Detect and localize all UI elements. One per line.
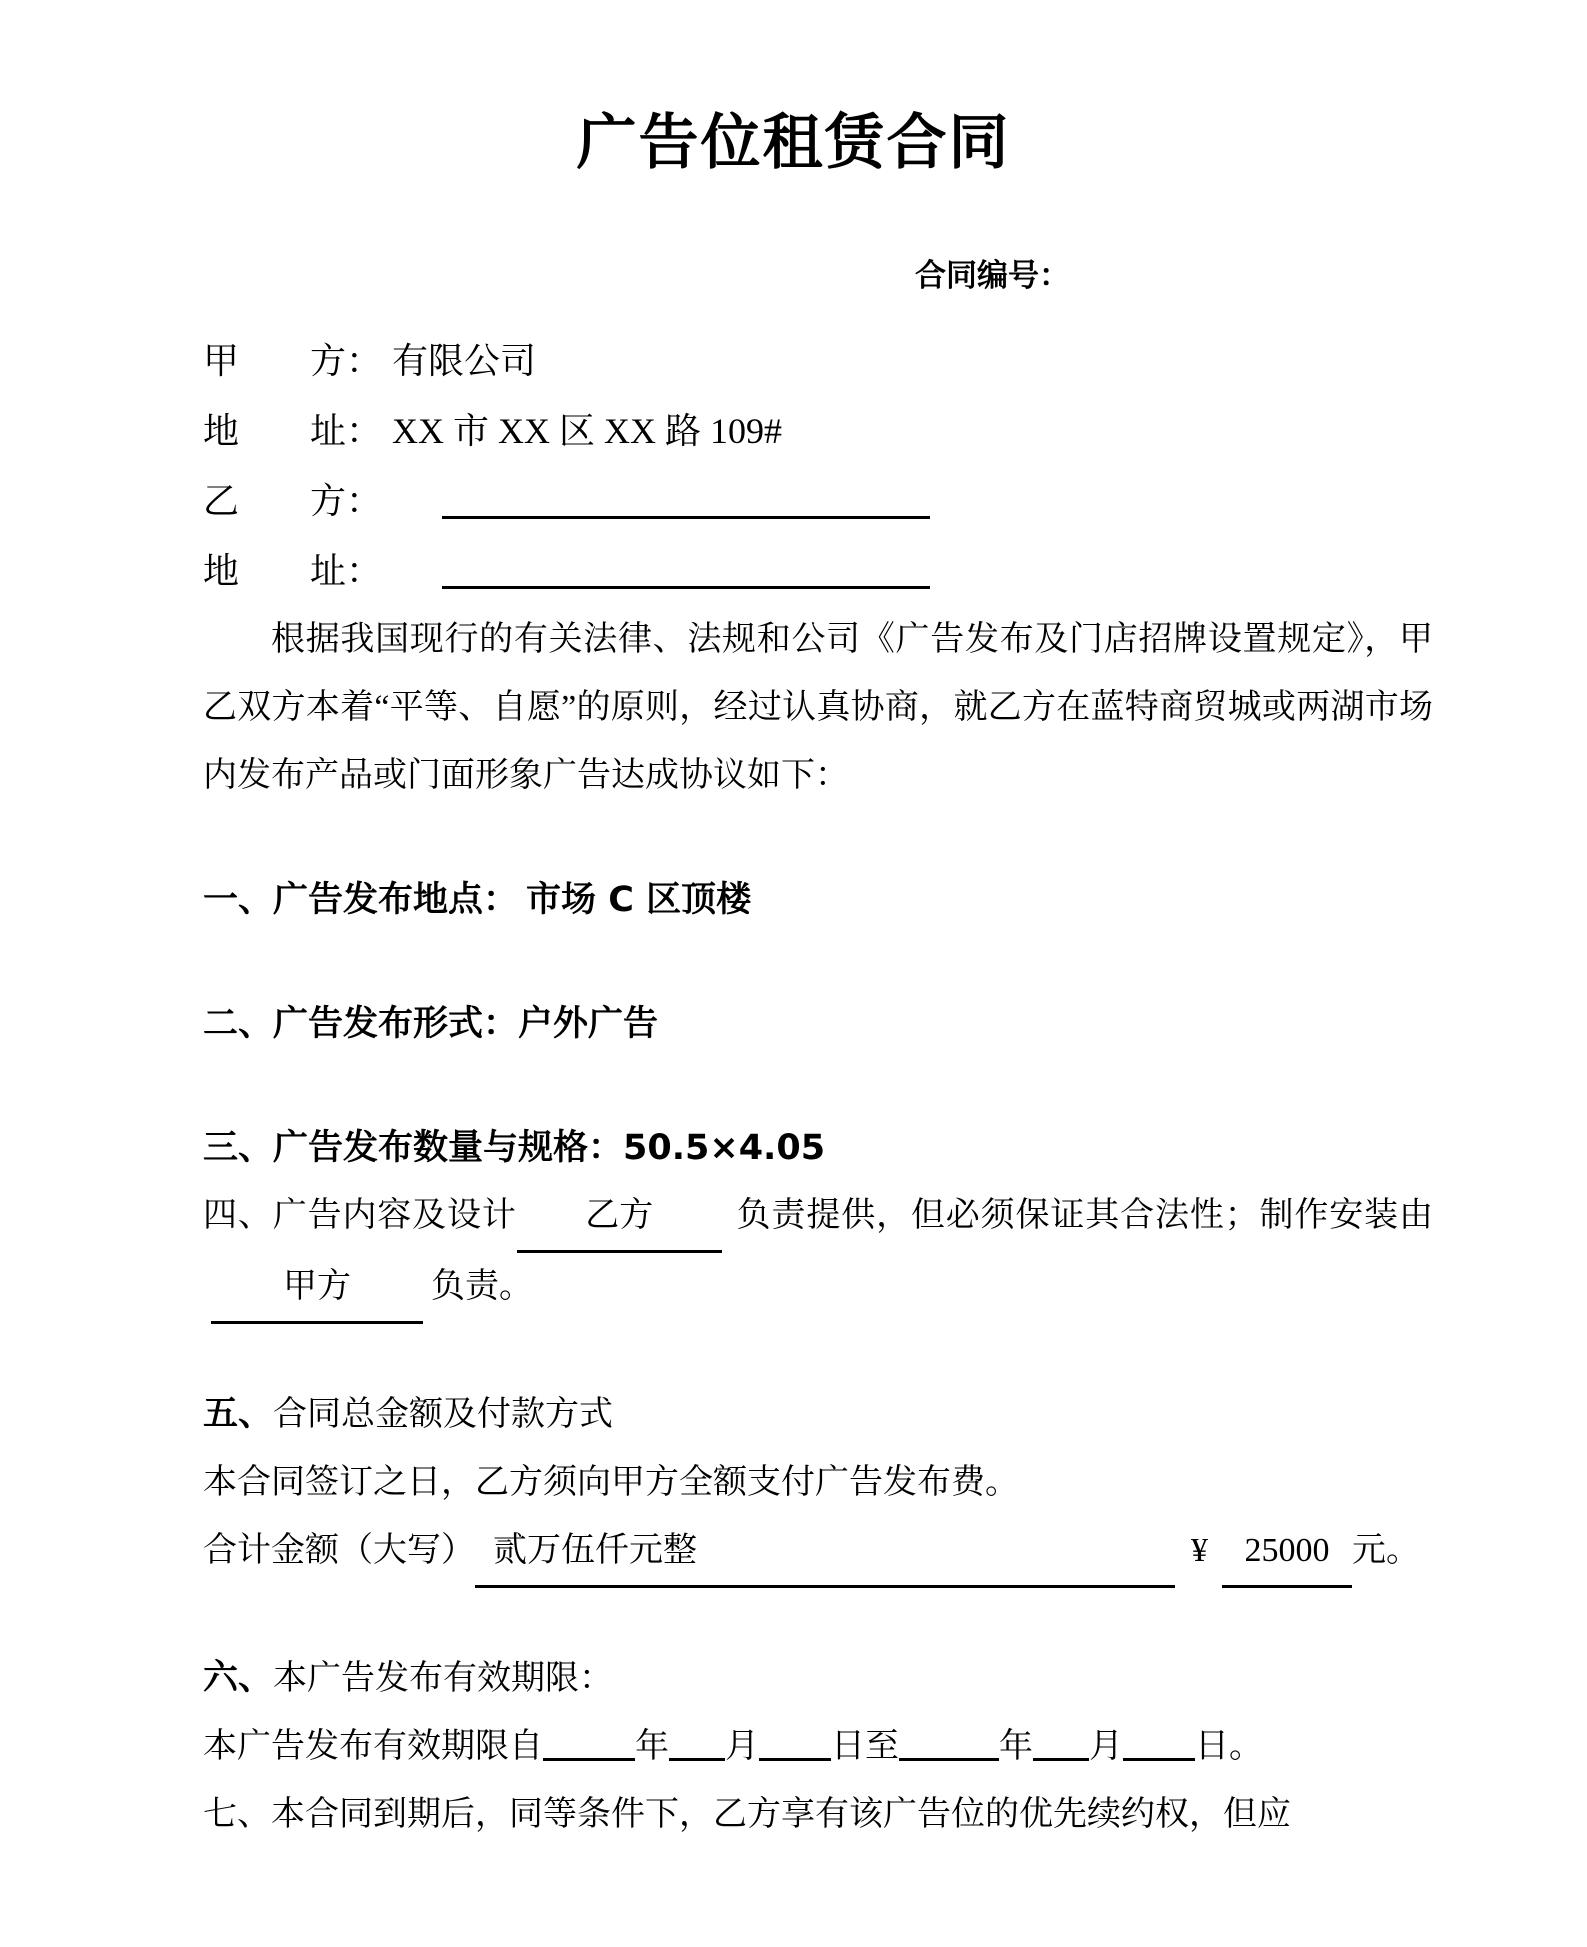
blank-end-month bbox=[1033, 1724, 1089, 1761]
party-row-yifang-address bbox=[203, 536, 1433, 606]
section-4-middle: 负责提供，但必须保证其合法性；制作安装由 bbox=[735, 1197, 1434, 1234]
party-name: 方： bbox=[310, 481, 383, 521]
contract-number-label: 合同编号： bbox=[915, 258, 1070, 293]
date-line-prefix: 本广告发布有效期限自 bbox=[203, 1728, 543, 1765]
party-name: 方： bbox=[310, 341, 383, 381]
section-7-paragraph: 七、本合同到期后，同等条件下，乙方享有该广告位的优先续约权，但应 bbox=[203, 1796, 1291, 1833]
party-name: 址： bbox=[310, 411, 383, 451]
section-6-date-line bbox=[203, 1713, 1433, 1781]
party-label: 地 bbox=[203, 551, 240, 591]
section-2-value: 户外广告 bbox=[518, 1004, 659, 1044]
section-5-heading bbox=[203, 1380, 1433, 1449]
party-row-jiafang-address bbox=[203, 396, 1433, 466]
section-6-title: 本广告发布有效期限： bbox=[273, 1660, 614, 1697]
blank-start-day bbox=[759, 1724, 831, 1761]
party-row-yifang bbox=[203, 466, 1433, 536]
section-5-number: 五、 bbox=[203, 1394, 274, 1434]
section-3-heading bbox=[203, 1114, 1433, 1182]
party-value: XX 市 XX 区 XX 路 109# bbox=[392, 411, 783, 451]
party-name: 址： bbox=[310, 551, 383, 591]
party-label: 地 bbox=[203, 411, 240, 451]
blank-end-day bbox=[1123, 1724, 1195, 1761]
end-year-label: 年 bbox=[999, 1728, 1033, 1765]
section-4-paragraph bbox=[203, 1182, 1433, 1324]
section-1-heading bbox=[203, 866, 1433, 934]
blank-amount-words bbox=[475, 1517, 1175, 1588]
section-5-title: 合同总金额及付款方式 bbox=[273, 1396, 614, 1433]
blank-amount-number bbox=[1222, 1517, 1352, 1588]
amount-words-label: 合计金额（大写） bbox=[203, 1532, 475, 1569]
amount-words-value: 贰万伍仟元整 bbox=[493, 1532, 697, 1569]
party-value: 有限公司 bbox=[392, 341, 537, 381]
section-3-value: 50.5×4.05 bbox=[623, 1128, 826, 1168]
start-month-label: 月 bbox=[725, 1728, 759, 1765]
blank-start-year bbox=[543, 1724, 635, 1761]
blank-line-yifang-address bbox=[442, 546, 930, 589]
section-6-number: 六、 bbox=[203, 1658, 274, 1698]
end-day-label: 日。 bbox=[1195, 1728, 1263, 1765]
section-3-label: 三、广告发布数量与规格： bbox=[203, 1128, 624, 1168]
parties-block bbox=[203, 326, 1433, 606]
section-5 bbox=[203, 1380, 1433, 1588]
section-1-value: 市场 C 区顶楼 bbox=[526, 880, 752, 920]
section-6 bbox=[203, 1644, 1433, 1781]
party-row-jiafang bbox=[203, 326, 1433, 396]
start-year-label: 年 bbox=[635, 1728, 669, 1765]
section-1-label: 一、广告发布地点： bbox=[203, 880, 519, 920]
blank-fill-yifang-text: 乙方 bbox=[585, 1197, 654, 1234]
blank-end-year bbox=[899, 1724, 999, 1761]
party-label: 甲 bbox=[203, 341, 240, 381]
blank-line-yifang bbox=[442, 476, 930, 519]
document-title: 广告位租赁合同 bbox=[576, 108, 1011, 178]
blank-fill-yifang bbox=[517, 1182, 722, 1253]
currency-symbol: ¥ bbox=[1191, 1532, 1208, 1569]
section-4-prefix: 四、广告内容及设计 bbox=[203, 1197, 517, 1234]
blank-fill-jiafang-text: 甲方 bbox=[283, 1268, 351, 1305]
start-day-to-label: 日至 bbox=[831, 1728, 899, 1765]
section-5-money-line bbox=[203, 1517, 1433, 1588]
end-month-label: 月 bbox=[1089, 1728, 1123, 1765]
amount-unit: 元。 bbox=[1352, 1532, 1420, 1569]
blank-start-month bbox=[669, 1724, 725, 1761]
section-2-heading bbox=[203, 990, 1433, 1058]
party-label: 乙 bbox=[203, 481, 240, 521]
section-2-label: 二、广告发布形式： bbox=[203, 1004, 519, 1044]
blank-fill-jiafang bbox=[211, 1253, 423, 1324]
document-content bbox=[203, 256, 1433, 1849]
preamble-paragraph: 根据我国现行的有关法律、法规和公司《广告发布及门店招牌设置规定》，甲乙双方本着“平等、自愿”的原则，经过认真协商，就乙方在蓝特商贸城或两湖市场内发布产品或门面形象广告达成协议如下： bbox=[203, 621, 1433, 794]
section-4-suffix: 负责。 bbox=[431, 1268, 533, 1305]
section-5-line1: 本合同签订之日，乙方须向甲方全额支付广告发布费。 bbox=[203, 1464, 1019, 1501]
section-6-heading bbox=[203, 1644, 1433, 1713]
amount-number-value: 25000 bbox=[1244, 1532, 1330, 1569]
